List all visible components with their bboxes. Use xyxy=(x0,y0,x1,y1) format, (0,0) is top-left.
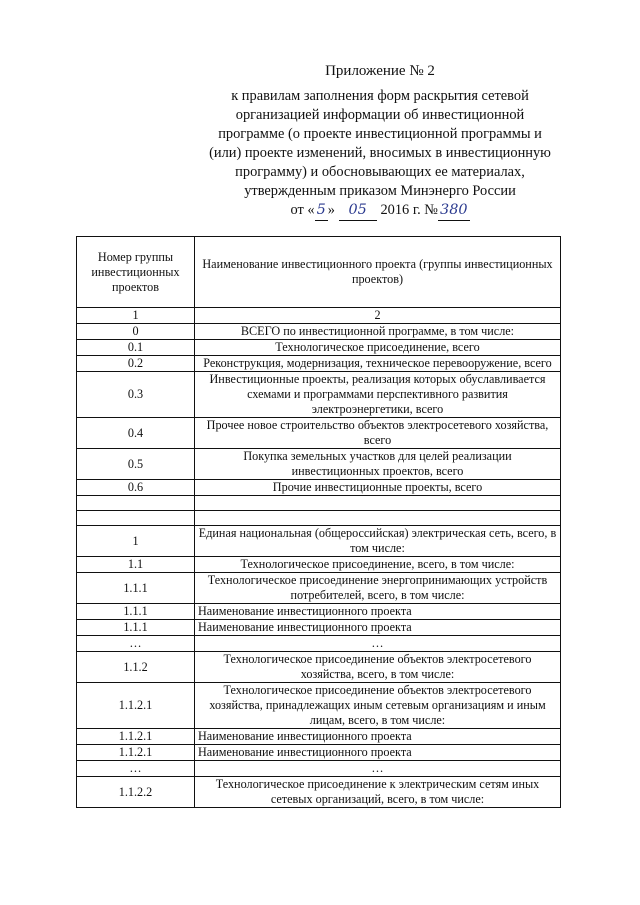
project-name-cell: Наименование инвестиционного проекта xyxy=(195,729,561,745)
table-header-row xyxy=(77,237,561,308)
handwritten-order-number: 380 xyxy=(438,201,469,221)
header-line: программу) и обосновывающих ее материалах, xyxy=(235,164,525,180)
table-row xyxy=(77,324,561,340)
table-row xyxy=(77,636,561,652)
project-name-cell: Наименование инвестиционного проекта xyxy=(195,620,561,636)
group-number-cell xyxy=(77,496,195,511)
group-number-cell xyxy=(77,511,195,526)
group-number-cell: 1.1.2.1 xyxy=(77,729,195,745)
table-row xyxy=(77,745,561,761)
table-row xyxy=(77,480,561,496)
table-row xyxy=(77,526,561,557)
table-row xyxy=(77,418,561,449)
table-row xyxy=(77,777,561,808)
group-number-cell: 0.5 xyxy=(77,449,195,480)
group-number-cell: … xyxy=(77,761,195,777)
project-name-cell: Технологическое присоединение энергопринимающих устройств потребителей, всего, в том числе: xyxy=(195,573,561,604)
group-number-cell: … xyxy=(77,636,195,652)
table-row xyxy=(77,604,561,620)
appendix-header xyxy=(170,62,590,221)
header-line: программе (о проекте инвестиционной программы и xyxy=(218,126,542,142)
group-number-cell: 1.1.1 xyxy=(77,620,195,636)
project-name-cell: Наименование инвестиционного проекта xyxy=(195,745,561,761)
table-row xyxy=(77,729,561,745)
investment-groups-table xyxy=(76,236,561,808)
group-number-cell: 0 xyxy=(77,324,195,340)
table-row xyxy=(77,449,561,480)
column-index: 2 xyxy=(195,308,561,324)
order-date-line xyxy=(170,201,590,221)
header-line: к правилам заполнения форм раскрытия сетевой xyxy=(231,88,529,104)
table-row xyxy=(77,620,561,636)
project-name-cell: Инвестиционные проекты, реализация которых обуславливается схемами и программами перспективного развития электроэнергетики, всего xyxy=(195,372,561,418)
column-index: 1 xyxy=(77,308,195,324)
handwritten-month: 05 xyxy=(339,201,377,221)
project-name-cell: Прочее новое строительство объектов электросетевого хозяйства, всего xyxy=(195,418,561,449)
table-row xyxy=(77,573,561,604)
column-header-group-number: Номер группы инвестиционных проектов xyxy=(77,237,195,308)
header-line: организацией информации об инвестиционной xyxy=(235,107,525,123)
table-row-empty xyxy=(77,496,561,511)
header-line: (или) проекте изменений, вносимых в инвестиционную xyxy=(209,145,551,161)
table-row xyxy=(77,356,561,372)
group-number-cell: 1.1.1 xyxy=(77,604,195,620)
project-name-cell: ВСЕГО по инвестиционной программе, в том числе: xyxy=(195,324,561,340)
project-name-cell xyxy=(195,496,561,511)
table-row xyxy=(77,557,561,573)
table-row xyxy=(77,372,561,418)
project-name-cell: … xyxy=(195,636,561,652)
group-number-cell: 0.2 xyxy=(77,356,195,372)
project-name-cell: Технологическое присоединение, всего xyxy=(195,340,561,356)
project-name-cell: Технологическое присоединение объектов электросетевого хозяйства, всего, в том числе: xyxy=(195,652,561,683)
group-number-cell: 0.4 xyxy=(77,418,195,449)
project-name-cell xyxy=(195,511,561,526)
date-prefix: от « xyxy=(290,202,315,218)
project-name-cell: Наименование инвестиционного проекта xyxy=(195,604,561,620)
group-number-cell: 1 xyxy=(77,526,195,557)
group-number-cell: 0.6 xyxy=(77,480,195,496)
project-name-cell: Реконструкция, модернизация, техническое перевооружение, всего xyxy=(195,356,561,372)
date-mid: » xyxy=(327,202,335,218)
project-name-cell: Технологическое присоединение к электрическим сетям иных сетевых организаций, всего, в том числе: xyxy=(195,777,561,808)
group-number-cell: 1.1.2.1 xyxy=(77,683,195,729)
column-header-project-name: Наименование инвестиционного проекта (группы инвестиционных проектов) xyxy=(195,237,561,308)
handwritten-day: 5 xyxy=(315,201,328,221)
group-number-cell: 1.1.2.2 xyxy=(77,777,195,808)
project-name-cell: Технологическое присоединение объектов электросетевого хозяйства, принадлежащих иным сетевым организациям и иным лицам, всего, в том числе: xyxy=(195,683,561,729)
group-number-cell: 0.3 xyxy=(77,372,195,418)
column-index-row xyxy=(77,308,561,324)
table-row xyxy=(77,761,561,777)
project-name-cell: Прочие инвестиционные проекты, всего xyxy=(195,480,561,496)
project-name-cell: Технологическое присоединение, всего, в том числе: xyxy=(195,557,561,573)
group-number-cell: 1.1.1 xyxy=(77,573,195,604)
project-name-cell: Покупка земельных участков для целей реализации инвестиционных проектов, всего xyxy=(195,449,561,480)
table-row xyxy=(77,340,561,356)
group-number-cell: 1.1 xyxy=(77,557,195,573)
table-row-empty xyxy=(77,511,561,526)
group-number-cell: 0.1 xyxy=(77,340,195,356)
project-name-cell: … xyxy=(195,761,561,777)
project-name-cell: Единая национальная (общероссийская) электрическая сеть, всего, в том числе: xyxy=(195,526,561,557)
appendix-title: Приложение № 2 xyxy=(325,63,435,79)
date-year: 2016 г. № xyxy=(380,202,439,218)
group-number-cell: 1.1.2 xyxy=(77,652,195,683)
group-number-cell: 1.1.2.1 xyxy=(77,745,195,761)
table-row xyxy=(77,652,561,683)
header-line: утвержденным приказом Минэнерго России xyxy=(244,183,516,199)
table-row xyxy=(77,683,561,729)
